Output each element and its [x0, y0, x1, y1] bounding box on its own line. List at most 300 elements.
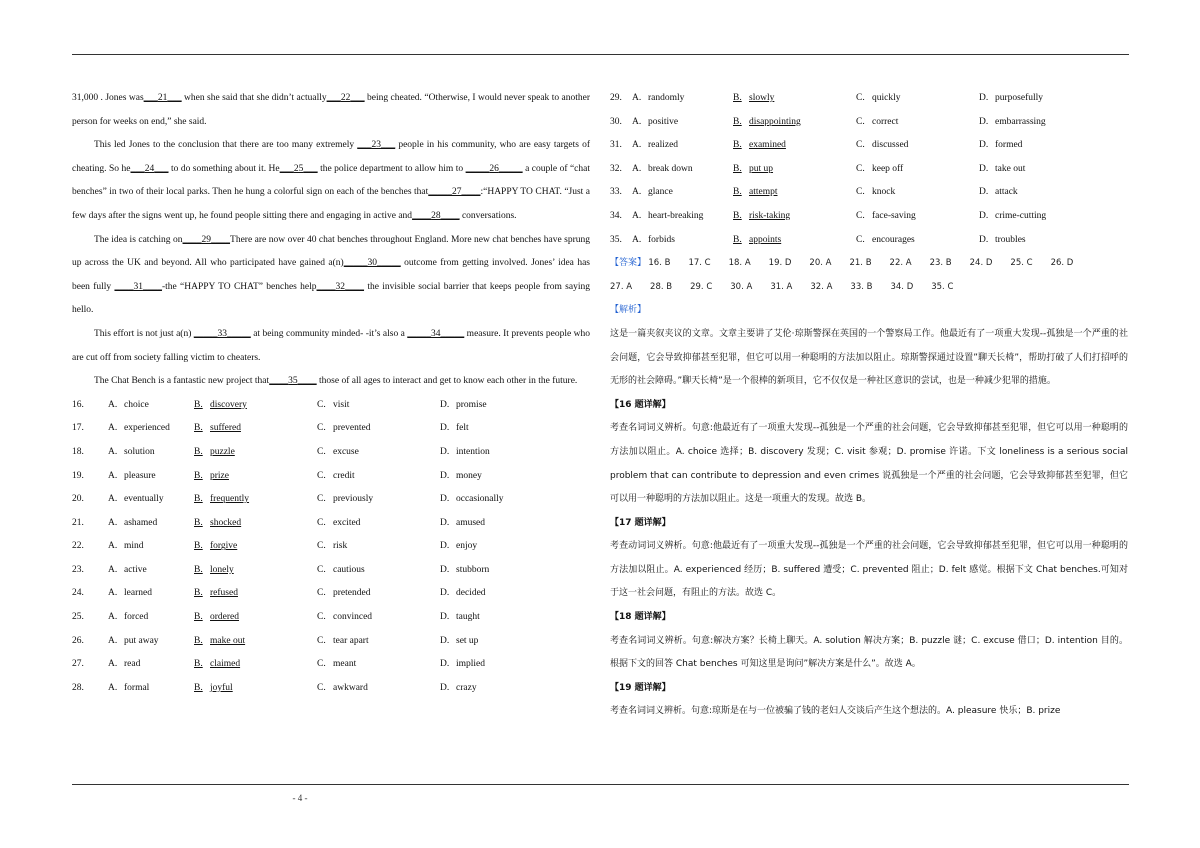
answer-item: 21. B: [849, 258, 872, 269]
option-letter: B.: [194, 494, 203, 505]
option-text: encourages: [872, 234, 915, 245]
option-text: excuse: [333, 446, 359, 457]
option-b: [194, 417, 317, 441]
option-text: glance: [648, 187, 673, 198]
option-text: money: [456, 470, 482, 481]
option-text: risk: [333, 541, 348, 552]
option-a: [108, 512, 194, 536]
blank-35: ____35____: [269, 376, 317, 387]
option-b: [194, 582, 317, 606]
page-number: - 4 -: [292, 793, 308, 803]
option-d: [979, 158, 1102, 182]
question-number: 17.: [72, 423, 84, 434]
option-text: formal: [124, 682, 150, 693]
answer-label: 【答案】: [610, 258, 647, 269]
option-letter: B.: [194, 423, 203, 434]
option-a: [108, 488, 194, 512]
option-letter: A.: [108, 682, 118, 693]
option-a: [632, 87, 733, 111]
option-letter: C.: [317, 494, 326, 505]
option-c: [317, 559, 440, 583]
analysis-intro: 这是一篇夹叙夹议的文章。文章主要讲了艾伦·琼斯警探在英国的一个警察局工作。他最近有了一项重大发现--孤独是一个严重的社会问题，它会导致抑郁甚至犯罪，但它可以用一种聪明的方法加以阻止。琼斯警探通过设置”聊天长椅”，帮助打破了人们打招呼的无形的社会障碍。”聊天长椅”是一个很棒的新项目，它不仅仅是一种社区意识的尝试，也是一种减少犯罪的措施。: [610, 328, 1128, 387]
option-text: eventually: [124, 494, 164, 505]
option-row: [72, 582, 590, 606]
option-row: [610, 229, 1128, 253]
option-a: [632, 158, 733, 182]
option-row: [72, 535, 590, 559]
option-text: ashamed: [124, 517, 158, 528]
option-text: forced: [124, 612, 149, 623]
option-text: ordered: [210, 612, 240, 623]
option-letter: B.: [733, 140, 742, 151]
option-letter: B.: [194, 612, 203, 623]
option-text: forgive: [210, 541, 238, 552]
option-d: [440, 417, 563, 441]
option-a: [108, 441, 194, 465]
option-letter: B.: [194, 635, 203, 646]
passage-paragraph-2: This led Jones to the conclusion that there are too many extremely ___23___ people in his community, who are easy targets of cheating. So he___24___ to do something about it. He___25___ the police department to allow him to _____26_____ a couple of “chat benches” in two of their local parks. Then he hung a colorful sign on each of the benches that_____27____:“HAPPY TO CHAT. “Just a few days after the signs went up, he found people sitting there and engaging in active and____28____ conversations.: [72, 140, 591, 221]
options-list-left: [72, 394, 590, 701]
option-d: [440, 394, 563, 418]
option-text: solution: [124, 446, 155, 457]
option-text: pleasure: [124, 470, 156, 481]
option-d: [440, 653, 563, 677]
option-letter: B.: [194, 564, 203, 575]
question-number: 22.: [72, 541, 84, 552]
option-letter: A.: [108, 517, 118, 528]
analysis-item-heading: 【19 题详解】: [610, 682, 671, 693]
option-row: [72, 630, 590, 654]
analysis-item-heading: 【18 题详解】: [610, 612, 671, 623]
option-c: [317, 630, 440, 654]
option-letter: D.: [440, 446, 450, 457]
option-a: [108, 465, 194, 489]
option-letter: C.: [317, 612, 326, 623]
option-text: discovery: [210, 399, 247, 410]
option-letter: D.: [440, 588, 450, 599]
option-letter: A.: [108, 446, 118, 457]
option-text: frequently: [210, 494, 250, 505]
option-row: [72, 394, 590, 418]
option-b: [733, 134, 856, 158]
passage-paragraph-4: This effort is not just a(n) _____33_____ at being community minded- -it’s also a _____34_____ measure. It prevents people who are cut off from society falling victim to cheaters.: [72, 328, 591, 363]
option-letter: D.: [440, 612, 450, 623]
blank-32: ____32____: [316, 281, 365, 292]
option-row: [610, 111, 1128, 135]
option-text: correct: [872, 116, 899, 127]
option-text: embarrassing: [995, 116, 1046, 127]
option-text: prevented: [333, 423, 371, 434]
option-text: joyful: [210, 682, 233, 693]
answer-item: 22. A: [889, 258, 912, 269]
option-text: troubles: [995, 234, 1026, 245]
option-text: heart-breaking: [648, 210, 704, 221]
option-c: [856, 87, 979, 111]
option-row: [72, 653, 590, 677]
option-letter: B.: [733, 93, 742, 103]
option-text: lonely: [210, 564, 234, 575]
options-list-right: [610, 87, 1128, 252]
option-text: quickly: [872, 93, 901, 103]
option-letter: A.: [108, 635, 118, 646]
option-letter: D.: [979, 93, 989, 103]
option-a: [632, 111, 733, 135]
option-letter: D.: [979, 210, 989, 221]
option-b: [733, 158, 856, 182]
option-letter: C.: [856, 163, 865, 174]
option-letter: C.: [856, 210, 865, 221]
option-letter: B.: [733, 210, 742, 221]
option-a: [632, 181, 733, 205]
option-row: [610, 87, 1128, 111]
option-letter: A.: [632, 93, 642, 103]
option-letter: D.: [979, 187, 989, 198]
option-text: suffered: [210, 423, 241, 434]
option-c: [856, 229, 979, 253]
option-a: [108, 630, 194, 654]
answer-item: 19. D: [768, 258, 792, 269]
option-b: [194, 535, 317, 559]
answer-item: 31. A: [770, 281, 793, 292]
blank-26: _____26_____: [465, 163, 523, 174]
option-letter: A.: [108, 399, 118, 410]
option-text: set up: [456, 635, 479, 646]
option-letter: A.: [632, 187, 642, 198]
option-c: [856, 181, 979, 205]
option-b: [194, 441, 317, 465]
option-d: [440, 606, 563, 630]
option-letter: C.: [317, 564, 326, 575]
option-letter: A.: [108, 659, 118, 670]
option-text: credit: [333, 470, 355, 481]
option-d: [440, 582, 563, 606]
footer-rule: [72, 784, 1129, 785]
option-row: [72, 441, 590, 465]
question-number: 21.: [72, 517, 84, 528]
option-letter: A.: [632, 163, 642, 174]
question-number: 26.: [72, 635, 84, 646]
answer-item: 24. D: [969, 258, 993, 269]
option-letter: A.: [108, 541, 118, 552]
option-letter: D.: [440, 517, 450, 528]
option-text: puzzle: [210, 446, 235, 457]
question-number: 18.: [72, 446, 84, 457]
option-a: [108, 535, 194, 559]
blank-31: ____31____: [114, 281, 162, 292]
option-text: positive: [648, 116, 679, 127]
option-letter: A.: [108, 423, 118, 434]
answer-item: 27. A: [610, 281, 633, 292]
question-number: 24.: [72, 588, 84, 599]
option-letter: D.: [440, 659, 450, 670]
option-letter: C.: [317, 517, 326, 528]
option-text: make out: [210, 635, 246, 646]
option-text: disappointing: [749, 116, 801, 127]
question-number: 34.: [610, 210, 622, 221]
answer-item: 17. C: [688, 258, 711, 269]
option-letter: D.: [440, 635, 450, 646]
option-text: previously: [333, 494, 374, 505]
question-number: 33.: [610, 187, 622, 198]
option-d: [979, 87, 1102, 111]
option-b: [194, 465, 317, 489]
answer-key: [610, 252, 1128, 299]
option-letter: B.: [194, 588, 203, 599]
analysis-item-text: 考查名词词义辨析。句意:解决方案？长椅上聊天。A. solution 解决方案；B. puzzle 谜；C. excuse 借口；D. intention 目的。根据下文的回答 Chat benches 可知这里是询问”解决方案是什么”。故选 A。: [610, 635, 1128, 670]
answer-item: 30. A: [730, 281, 753, 292]
question-number: 27.: [72, 659, 84, 670]
option-d: [440, 535, 563, 559]
blank-21: ___21___: [143, 93, 182, 103]
option-a: [108, 606, 194, 630]
option-text: felt: [456, 423, 469, 434]
option-letter: B.: [194, 399, 203, 410]
option-text: experienced: [124, 423, 170, 434]
option-d: [440, 465, 563, 489]
option-a: [108, 677, 194, 701]
left-column: [72, 87, 590, 700]
question-number: 25.: [72, 612, 84, 623]
option-text: implied: [456, 659, 486, 670]
blank-29: ____29____: [182, 234, 231, 245]
option-text: pretended: [333, 588, 371, 599]
option-text: choice: [124, 399, 149, 410]
option-row: [72, 488, 590, 512]
blank-28: ____28____: [412, 210, 460, 221]
option-letter: D.: [440, 423, 450, 434]
option-letter: A.: [632, 116, 642, 127]
option-letter: B.: [194, 517, 203, 528]
option-text: put up: [749, 163, 774, 174]
option-row: [610, 181, 1128, 205]
option-row: [72, 417, 590, 441]
option-text: forbids: [648, 234, 675, 245]
option-b: [194, 606, 317, 630]
option-letter: C.: [317, 635, 326, 646]
question-number: 32.: [610, 163, 622, 174]
option-letter: D.: [440, 682, 450, 693]
option-c: [317, 465, 440, 489]
option-text: slowly: [749, 93, 775, 103]
option-text: knock: [872, 187, 896, 198]
option-letter: C.: [856, 187, 865, 198]
option-row: [72, 465, 590, 489]
option-d: [979, 229, 1102, 253]
right-column: [610, 87, 1128, 724]
option-text: promise: [456, 399, 487, 410]
option-row: [72, 559, 590, 583]
answer-item: 34. D: [890, 281, 914, 292]
option-text: learned: [124, 588, 152, 599]
option-text: take out: [995, 163, 1026, 174]
option-text: face-saving: [872, 210, 916, 221]
option-letter: C.: [317, 423, 326, 434]
option-b: [733, 229, 856, 253]
option-a: [632, 205, 733, 229]
analysis-item-text: 考查名词词义辨析。句意:他最近有了一项重大发现--孤独是一个严重的社会问题，它会导致抑郁甚至犯罪，但它可以用一种聪明的方法加以阻止。A. choice 选择；B. discovery 发现；C. visit 参观；D. promise 许诺。下文 loneliness is a serious social problem that can contribute to depression and even crimes 说孤独是一个严重的社会问题，它会导致抑郁甚至犯罪，但它可以用一种聪明的方法加以阻止。这是一项重大的发现。故选 B。: [610, 423, 1128, 505]
option-letter: D.: [979, 234, 989, 245]
option-row: [72, 512, 590, 536]
analysis-item-heading: 【16 题详解】: [610, 399, 671, 410]
option-letter: D.: [440, 541, 450, 552]
option-letter: A.: [108, 612, 118, 623]
answer-item: 35. C: [931, 281, 954, 292]
option-d: [440, 559, 563, 583]
option-text: risk-taking: [749, 210, 791, 221]
question-number: 29.: [610, 93, 622, 103]
option-text: read: [124, 659, 141, 670]
blank-33: _____33_____: [193, 328, 251, 339]
option-a: [108, 582, 194, 606]
option-letter: C.: [856, 93, 865, 103]
option-letter: A.: [632, 210, 642, 221]
option-letter: D.: [979, 163, 989, 174]
answer-item: 32. A: [810, 281, 833, 292]
option-text: shocked: [210, 517, 242, 528]
answer-item: 25. C: [1010, 258, 1033, 269]
blank-27: _____27____: [428, 187, 481, 198]
option-text: convinced: [333, 612, 373, 623]
analysis-label: 【解析】: [610, 305, 647, 316]
option-letter: C.: [856, 234, 865, 245]
option-row: [610, 205, 1128, 229]
option-letter: B.: [733, 116, 742, 127]
option-row: [610, 134, 1128, 158]
passage-paragraph-3: The idea is catching on____29____There are now over 40 chat benches throughout England. More new chat benches have sprung up across the UK and beyond. All who participated have gained a(n)_____30_____ outcome from getting involved. Jones’ idea has been fully ____31____-the “HAPPY TO CHAT” benches help____32____ the invisible social barrier that keeps people from saying hello.: [72, 234, 591, 316]
option-b: [194, 653, 317, 677]
option-row: [72, 606, 590, 630]
option-text: stubborn: [456, 564, 490, 575]
option-b: [194, 512, 317, 536]
analysis-item-text: 考查动词词义辨析。句意:他最近有了一项重大发现--孤独是一个严重的社会问题，它会导致抑郁甚至犯罪，但它可以用一种聪明的方法加以阻止。A. experienced 经历；B. suffered 遭受；C. prevented 阻止；D. felt 感觉。根据下文 Chat benches.可知对于这一社会问题，有阻止的方法。故选 C。: [610, 541, 1128, 599]
passage-paragraph-1: 31,000 . Jones was___21___ when she said that she didn’t actually___22___ being cheated. “Otherwise, I would never speak to another person for weeks on end,” she said.: [72, 93, 590, 127]
option-text: active: [124, 564, 147, 575]
option-text: discussed: [872, 140, 909, 151]
option-text: cautious: [333, 564, 365, 575]
option-d: [440, 512, 563, 536]
option-text: refused: [210, 588, 238, 599]
option-d: [979, 181, 1102, 205]
option-a: [108, 653, 194, 677]
question-number: 16.: [72, 399, 84, 410]
question-number: 19.: [72, 470, 84, 481]
answer-item: 18. A: [728, 258, 751, 269]
option-a: [108, 394, 194, 418]
option-text: intention: [456, 446, 490, 457]
option-text: visit: [333, 399, 350, 410]
option-d: [440, 488, 563, 512]
option-c: [317, 677, 440, 701]
option-letter: D.: [440, 399, 450, 410]
answer-item: 23. B: [929, 258, 952, 269]
option-d: [440, 630, 563, 654]
blank-22: ___22___: [326, 93, 365, 103]
blank-30: _____30_____: [343, 258, 401, 269]
question-number: 28.: [72, 682, 84, 693]
option-text: tear apart: [333, 635, 369, 646]
answer-item: 28. B: [650, 281, 673, 292]
option-text: keep off: [872, 163, 904, 174]
option-text: attack: [995, 187, 1018, 198]
option-c: [317, 417, 440, 441]
question-number: 23.: [72, 564, 84, 575]
option-c: [856, 134, 979, 158]
option-letter: A.: [108, 588, 118, 599]
option-letter: C.: [317, 446, 326, 457]
option-c: [317, 394, 440, 418]
option-b: [733, 87, 856, 111]
option-a: [108, 417, 194, 441]
option-letter: C.: [317, 470, 326, 481]
option-a: [632, 134, 733, 158]
answer-item: 29. C: [690, 281, 713, 292]
option-letter: B.: [733, 163, 742, 174]
option-text: examined: [749, 140, 786, 151]
option-b: [194, 559, 317, 583]
option-letter: D.: [979, 116, 989, 127]
question-number: 30.: [610, 116, 622, 127]
passage-paragraph-5: The Chat Bench is a fantastic new project that____35____ those of all ages to interact and get to know each other in the future.: [94, 376, 578, 387]
blank-23: ___23___: [357, 140, 396, 151]
blank-25: ___25___: [279, 163, 318, 174]
option-letter: B.: [194, 659, 203, 670]
option-b: [733, 111, 856, 135]
option-text: taught: [456, 612, 480, 623]
option-b: [194, 677, 317, 701]
option-c: [856, 111, 979, 135]
option-text: crazy: [456, 682, 477, 693]
analysis-item-heading: 【17 题详解】: [610, 517, 671, 528]
option-letter: C.: [856, 116, 865, 127]
option-letter: D.: [440, 494, 450, 505]
option-letter: D.: [979, 140, 989, 151]
option-letter: C.: [317, 588, 326, 599]
option-d: [440, 677, 563, 701]
option-letter: B.: [194, 682, 203, 693]
option-text: enjoy: [456, 541, 478, 552]
option-letter: D.: [440, 470, 450, 481]
analysis-item-text: 考查名词词义辨析。句意:琼斯是在与一位被骗了钱的老妇人交谈后产生这个想法的。A. pleasure 快乐；B. prize: [610, 706, 1061, 717]
option-letter: A.: [632, 234, 642, 245]
option-letter: B.: [194, 541, 203, 552]
option-text: formed: [995, 140, 1023, 151]
option-c: [856, 205, 979, 229]
option-b: [733, 205, 856, 229]
option-text: realized: [648, 140, 679, 151]
option-letter: C.: [317, 682, 326, 693]
blank-24: ___24___: [130, 163, 169, 174]
blank-34: _____34_____: [407, 328, 465, 339]
option-letter: C.: [317, 659, 326, 670]
option-letter: C.: [317, 399, 326, 410]
option-text: awkward: [333, 682, 368, 693]
option-row: [610, 158, 1128, 182]
option-text: attempt: [749, 187, 778, 198]
option-b: [733, 181, 856, 205]
option-letter: A.: [108, 470, 118, 481]
option-row: [72, 677, 590, 701]
option-b: [194, 394, 317, 418]
option-c: [317, 606, 440, 630]
question-number: 35.: [610, 234, 622, 245]
option-text: randomly: [648, 93, 685, 103]
option-c: [317, 441, 440, 465]
option-text: mind: [124, 541, 144, 552]
option-text: decided: [456, 588, 486, 599]
option-text: break down: [648, 163, 693, 174]
option-text: crime-cutting: [995, 210, 1047, 221]
answer-item: 16. B: [648, 258, 671, 269]
